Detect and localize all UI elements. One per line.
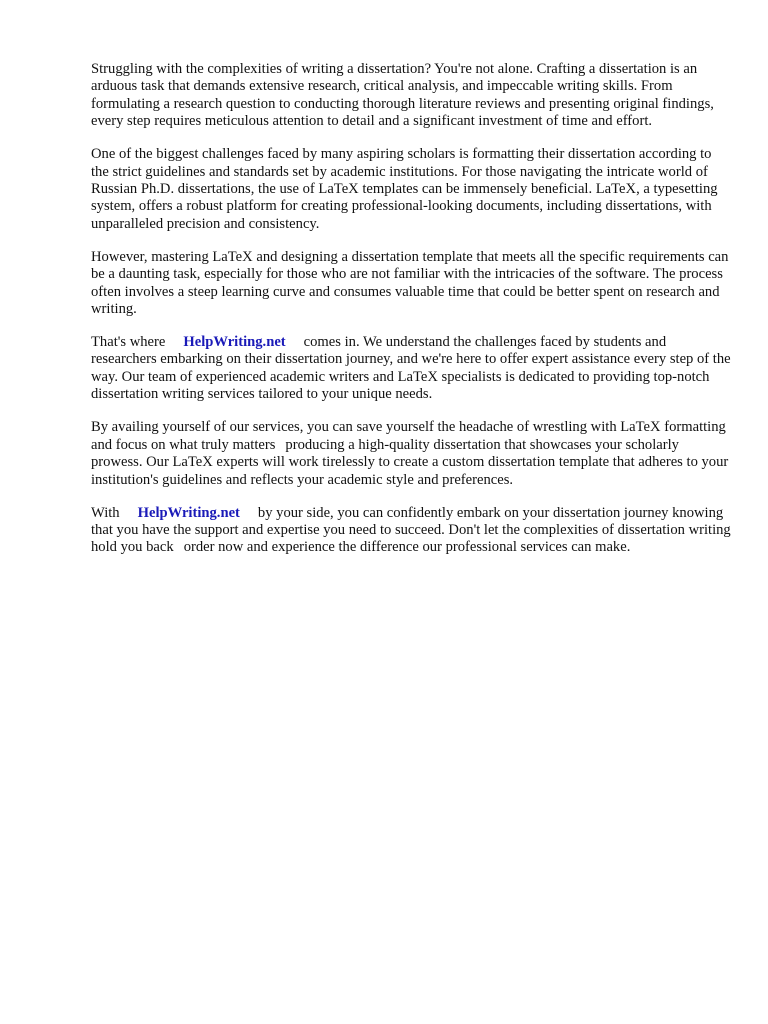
paragraph-call-to-action <box>91 505 731 557</box>
paragraph-text-before-link: That's where <box>91 334 166 351</box>
paragraph-formatting-challenges: One of the biggest challenges faced by many aspiring scholars is formatting their dissertation according to the strict guidelines and standards set by academic institutions. For those navigating the intricate world of Russian Ph.D. dissertations, the use of LaTeX templates can be immensely beneficial. LaTeX, a typesetting system, offers a robust platform for creating professional-looking documents, including dissertations, with unparalleled precision and consistency. <box>91 146 718 232</box>
paragraph-text-after-gap: order now and experience the difference our professional services can make. <box>183 539 631 556</box>
paragraph-latex-difficulty: However, mastering LaTeX and designing a dissertation template that meets all the specific requirements can be a daunting task, especially for those who are not familiar with the intricacies of the software. The process often involves a steep learning curve and consumes valuable time that could be better spent on research and writing. <box>91 248 729 318</box>
document-body <box>91 61 731 572</box>
paragraph-intro: Struggling with the complexities of writing a dissertation? You're not alone. Crafting a dissertation is an arduous task that demands extensive research, critical analysis, and impeccable writing skills. From formulating a research question to conducting thorough literature reviews and presenting original findings, every step requires meticulous attention to detail and a significant investment of time and effort. <box>91 61 714 130</box>
paragraph-helpwriting-intro <box>91 334 731 404</box>
paragraph-text-before-link: With <box>91 504 120 521</box>
paragraph-text-before-gap: By availing yourself of our services, you can save yourself the headache of wrestling with LaTeX formatting and focus on what truly matters <box>91 419 726 453</box>
paragraph-text-middle: by your side, you can confidently embark on your dissertation journey knowing that you have the support and expertise you need to succeed. Don't let the complexities of dissertation writing hold you back <box>91 504 731 556</box>
helpwriting-link[interactable]: HelpWriting.net <box>183 334 286 351</box>
helpwriting-link[interactable]: HelpWriting.net <box>137 504 240 521</box>
paragraph-text-after-gap: producing a high-quality dissertation that showcases your scholarly prowess. Our LaTeX experts will work tirelessly to create a custom dissertation template that adheres to your institution's guidelines and reflects your academic style and preferences. <box>91 436 729 488</box>
paragraph-services-benefits <box>91 419 731 489</box>
paragraph-text-after-link: comes in. We understand the challenges faced by students and researchers embarking on their dissertation journey, and we're here to offer expert assistance every step of the way. Our team of experienced academic writers and LaTeX specialists is dedicated to providing top-notch dissertation writing services tailored to your unique needs. <box>91 334 731 403</box>
